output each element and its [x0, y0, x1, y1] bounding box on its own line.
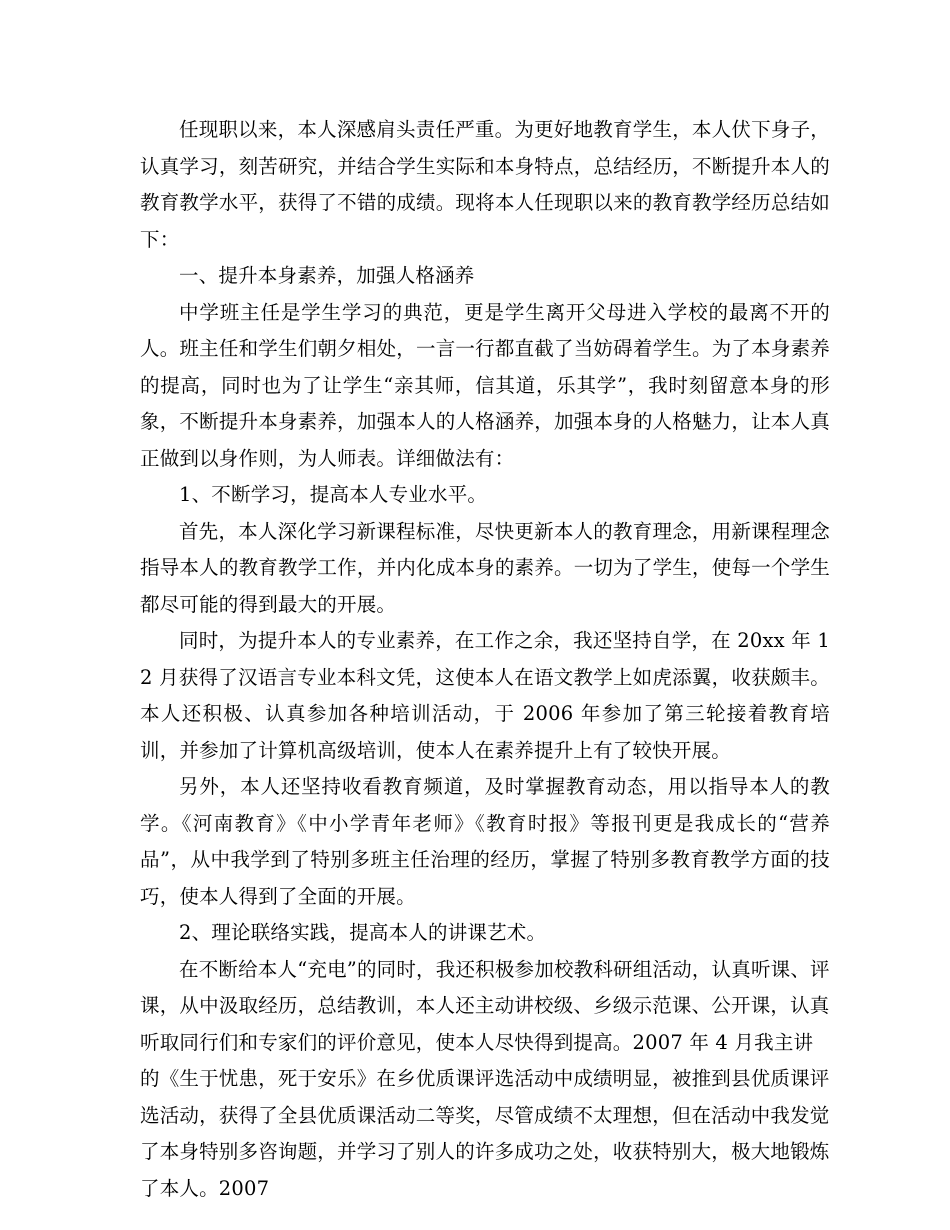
intro-paragraph: 任现职以来，本人深感肩头责任严重。为更好地教育学生，本人伏下身子，认真学习，刻苦研究，并结合学生实际和本身特点，总结经历，不断提升本人的教育教学水平，获得了不错的成绩。现将本人任现职以来的教育教学经历总结如下：	[140, 118, 830, 251]
subsection-heading: 1、不断学习，提高本人专业水平。	[179, 483, 488, 506]
body-paragraph: 首先，本人深化学习新课程标准，尽快更新本人的教育理念，用新课程理念指导本人的教育教学工作，并内化成本身的素养。一切为了学生，使每一个学生都尽可能的得到最大的开展。	[140, 519, 830, 616]
body-paragraph: 中学班主任是学生学习的典范，更是学生离开父母进入学校的最离不开的人。班主任和学生们朝夕相处，一言一行都直截了当妨碍着学生。为了本身素养的提高，同时也为了让学生“亲其师，信其道，乐其学”，我时刻留意本身的形象，不断提升本身素养，加强本人的人格涵养，加强本身的人格魅力，让本人真正做到以身作则，为人师表。详细做法有：	[140, 300, 830, 470]
body-paragraph: 同时，为提升本人的专业素养，在工作之余，我还坚持自学，在 20xx 年 12 月获得了汉语言专业本科文凭，这使本人在语文教学上如虎添翼，收获颇丰。本人还积极、认真参加各种培训活动，于 2006 年参加了第三轮接着教育培训，并参加了计算机高级培训，使本人在素养提升上有了较快开展。	[140, 629, 830, 762]
body-paragraph: 在不断给本人“充电”的同时，我还积极参加校教科研组活动，认真听课、评课，从中汲取经历，总结教训，本人还主动讲校级、乡级示范课、公开课，认真听取同行们和专家们的评价意见，使本人尽快得到提高。2007 年 4 月我主讲的《生于忧患，死于安乐》在乡优质课评选活动中成绩明显，被推到县优质课评选活动，获得了全县优质课活动二等奖，尽管成绩不太理想，但在活动中我发觉了本身特别多咨询题，并学习了别人的许多成功之处，收获特别大，极大地锻炼了本人。2007	[140, 957, 830, 1200]
body-paragraph: 另外，本人还坚持收看教育频道，及时掌握教育动态，用以指导本人的教学。《河南教育》《中小学青年老师》《教育时报》等报刊更是我成长的“营养品”，从中我学到了特别多班主任治理的经历，掌握了特别多教育教学方面的技巧，使本人得到了全面的开展。	[140, 775, 830, 908]
subsection-heading: 2、理论联络实践，提高本人的讲课艺术。	[179, 921, 547, 944]
section-heading: 一、提升本身素养，加强人格涵养	[179, 264, 475, 287]
document-body	[140, 112, 830, 1207]
